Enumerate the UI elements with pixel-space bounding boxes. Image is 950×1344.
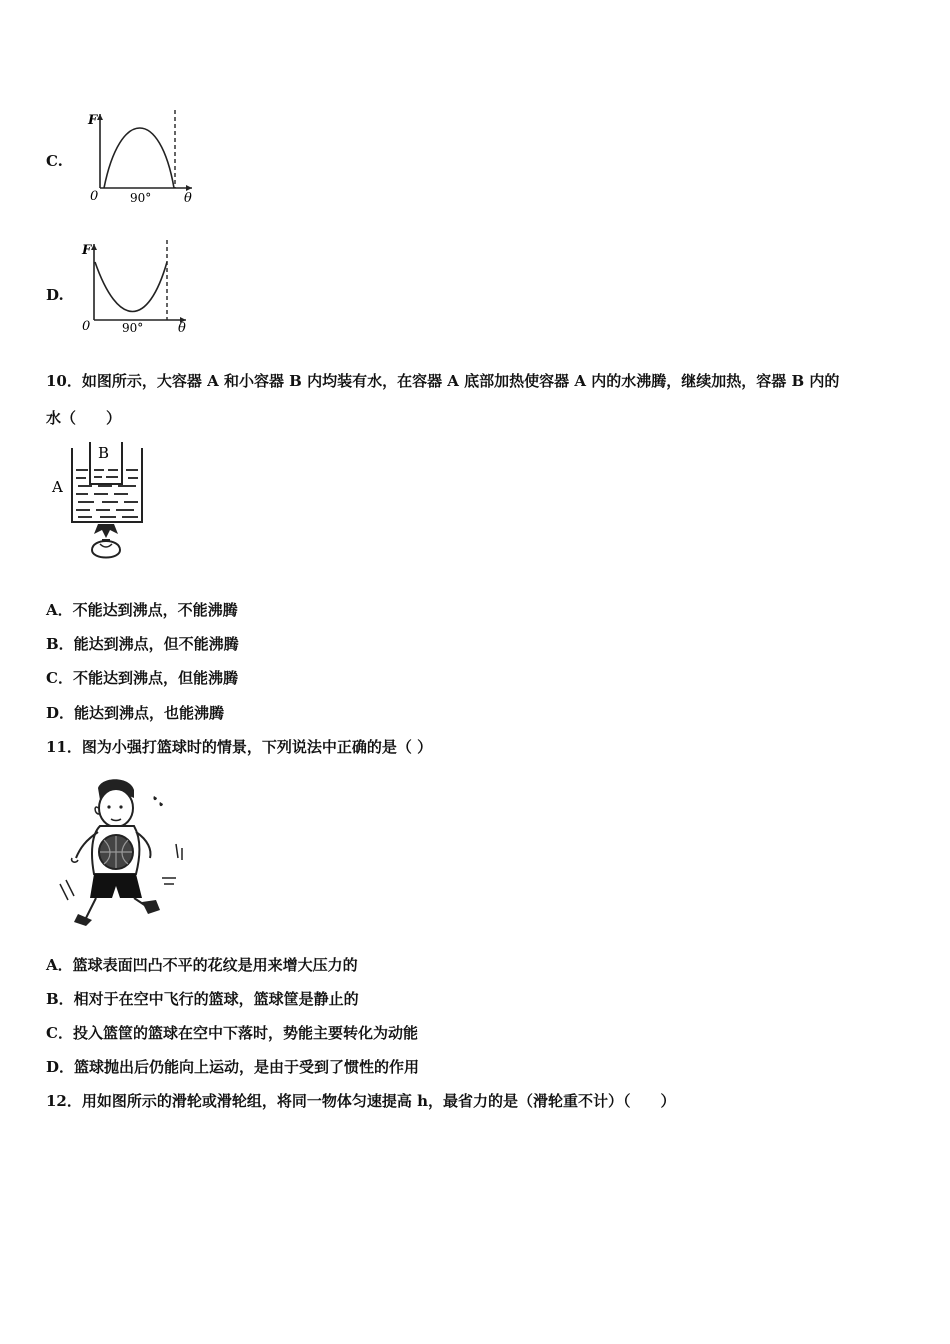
q11-stem: 11．图为小强打篮球时的情景，下列说法中正确的是（ ） (46, 738, 433, 756)
q11-option-b: B．相对于在空中飞行的篮球，篮球筐是静止的 (46, 990, 359, 1008)
option-d-graph (78, 236, 198, 336)
tick-label: 90° (122, 321, 144, 335)
container-b-water (94, 470, 118, 477)
q10-option-d: D．能达到沸点，也能沸腾 (46, 704, 225, 722)
q11-basketball-player-figure (56, 774, 186, 934)
q10-stem-line2: 水（ ） (46, 409, 122, 427)
arch-curve (104, 128, 174, 188)
y-axis-arrow (97, 114, 103, 120)
q11-option-c: C．投入篮筐的篮球在空中下落时，势能主要转化为动能 (46, 1024, 418, 1042)
q10-option-a: A．不能达到沸点，不能沸腾 (46, 601, 238, 619)
flame (94, 524, 118, 538)
x-axis-label: θ (178, 321, 186, 336)
origin-label: 0 (90, 189, 99, 204)
y-axis-label: F (88, 113, 98, 128)
label-b: B (98, 444, 110, 462)
q10-container-figure (48, 440, 148, 570)
option-d-label: D. (46, 286, 64, 304)
option-c-label: C. (46, 152, 63, 170)
q11-option-a: A．篮球表面凹凸不平的花纹是用来增大压力的 (46, 956, 358, 974)
q12-stem: 12．用如图所示的滑轮或滑轮组，将同一物体匀速提高 h，最省力的是（滑轮重不计）（ ） (46, 1092, 676, 1110)
q10-option-b: B．能达到沸点，但不能沸腾 (46, 635, 239, 653)
alcohol-lamp (92, 541, 120, 558)
label-a: A (52, 478, 63, 496)
origin-label: 0 (82, 319, 91, 334)
q11-option-d: D．篮球抛出后仍能向上运动，是由于受到了惯性的作用 (46, 1058, 420, 1076)
shorts (90, 874, 142, 898)
left-shoe (74, 914, 92, 926)
q10-option-c: C．不能达到沸点，但能沸腾 (46, 669, 238, 687)
y-axis-arrow (91, 244, 97, 250)
tick-label: 90° (130, 191, 152, 205)
valley-curve (95, 262, 167, 312)
q10-stem-line1: 10．如图所示，大容器 A 和小容器 B 内均装有水，在容器 A 底部加热使容器 A 内的水沸腾，继续加热，容器 B 内的 (46, 372, 840, 390)
option-c-graph (82, 108, 202, 208)
right-shoe (142, 900, 160, 914)
y-axis-label: F (82, 243, 92, 258)
x-axis-label: θ (184, 191, 192, 206)
